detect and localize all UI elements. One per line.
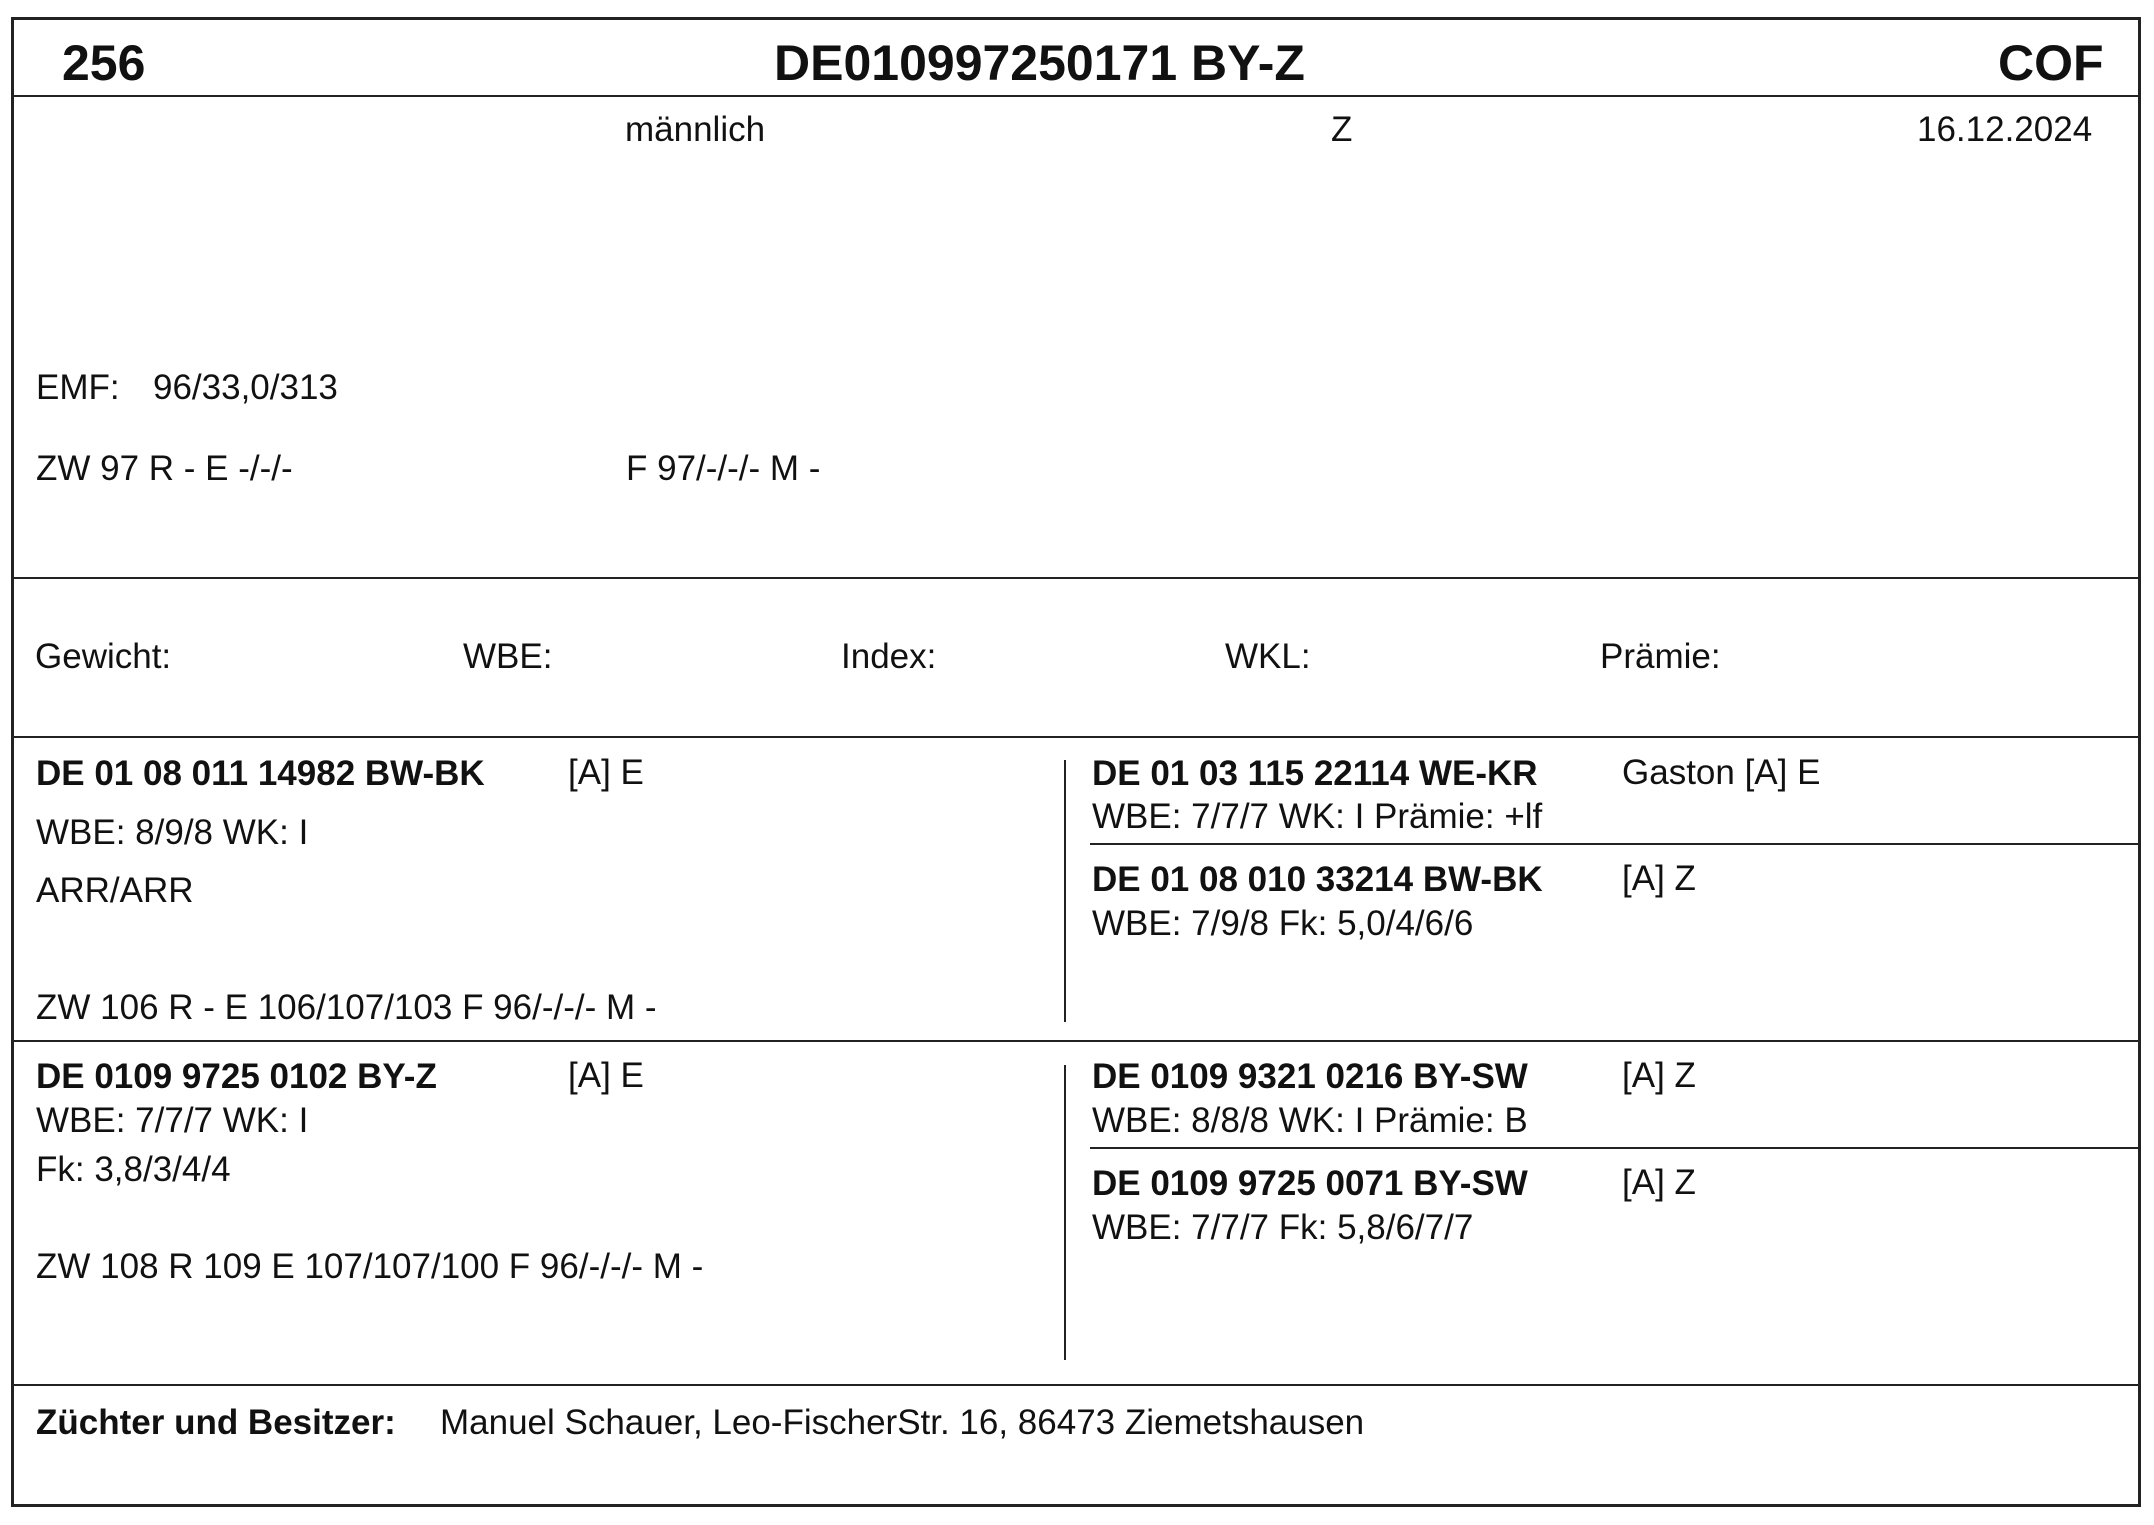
sire-grandparents-divider — [1090, 843, 2138, 845]
header-divider — [14, 95, 2138, 97]
sire-dam-tags: [A] Z — [1622, 859, 1696, 898]
ring-number-title: DE010997250171 BY-Z — [774, 35, 1305, 91]
gender: männlich — [625, 110, 766, 149]
animal-record-card — [11, 17, 2141, 1507]
dam-fk: Fk: 3,8/3/4/4 — [36, 1150, 231, 1189]
breeder-value: Manuel Schauer, Leo-FischerStr. 16, 86473 Ziemetshausen — [440, 1403, 1365, 1442]
dam-ring: DE 0109 9725 0102 BY-Z — [36, 1057, 437, 1096]
sire-sire-tags: Gaston [A] E — [1622, 753, 1821, 792]
dam-tags: [A] E — [568, 1056, 644, 1095]
date: 16.12.2024 — [1917, 110, 2093, 149]
dam-dam-wbe: WBE: 7/7/7 Fk: 5,8/6/7/7 — [1092, 1208, 1474, 1247]
color-code: Z — [1331, 110, 1353, 149]
dam-wbe: WBE: 7/7/7 WK: I — [36, 1101, 309, 1140]
dam-zw: ZW 108 R 109 E 107/107/100 F 96/-/-/- M - — [36, 1247, 704, 1286]
breed-code: COF — [1998, 35, 2104, 91]
sire-column-divider — [1064, 760, 1066, 1022]
breeder-label: Züchter und Besitzer: — [36, 1403, 396, 1442]
sire-sire-ring: DE 01 03 115 22114 WE-KR — [1092, 754, 1538, 793]
assessment-divider — [14, 736, 2138, 738]
wkl-label: WKL: — [1225, 637, 1311, 676]
sire-sire-wbe: WBE: 7/7/7 WK: I Prämie: +lf — [1092, 797, 1543, 836]
dam-sire-ring: DE 0109 9321 0216 BY-SW — [1092, 1057, 1528, 1096]
info-divider — [14, 577, 2138, 579]
zw-line: ZW 97 R - E -/-/- — [36, 449, 293, 488]
sire-zw: ZW 106 R - E 106/107/103 F 96/-/-/- M - — [36, 988, 657, 1027]
index-label: Index: — [841, 637, 937, 676]
breeder-divider — [14, 1384, 2138, 1386]
wbe-label: WBE: — [463, 637, 553, 676]
dam-grandparents-divider — [1090, 1147, 2138, 1149]
f-line: F 97/-/-/- M - — [626, 449, 821, 488]
praemie-label: Prämie: — [1600, 637, 1721, 676]
dam-sire-wbe: WBE: 8/8/8 WK: I Prämie: B — [1092, 1101, 1528, 1140]
sire-genotype: ARR/ARR — [36, 871, 194, 910]
dam-dam-ring: DE 0109 9725 0071 BY-SW — [1092, 1164, 1528, 1203]
sire-wbe: WBE: 8/9/8 WK: I — [36, 813, 309, 852]
sire-dam-wbe: WBE: 7/9/8 Fk: 5,0/4/6/6 — [1092, 904, 1474, 943]
catalog-number: 256 — [62, 35, 146, 91]
emf-label: EMF: — [36, 368, 120, 407]
weight-label: Gewicht: — [35, 637, 172, 676]
sire-tags: [A] E — [568, 753, 644, 792]
dam-dam-tags: [A] Z — [1622, 1163, 1696, 1202]
sire-ring: DE 01 08 011 14982 BW-BK — [36, 754, 485, 793]
sire-dam-section-divider — [14, 1040, 2138, 1042]
emf-value: 96/33,0/313 — [153, 368, 338, 407]
sire-dam-ring: DE 01 08 010 33214 BW-BK — [1092, 860, 1543, 899]
dam-sire-tags: [A] Z — [1622, 1056, 1696, 1095]
dam-column-divider — [1064, 1065, 1066, 1360]
